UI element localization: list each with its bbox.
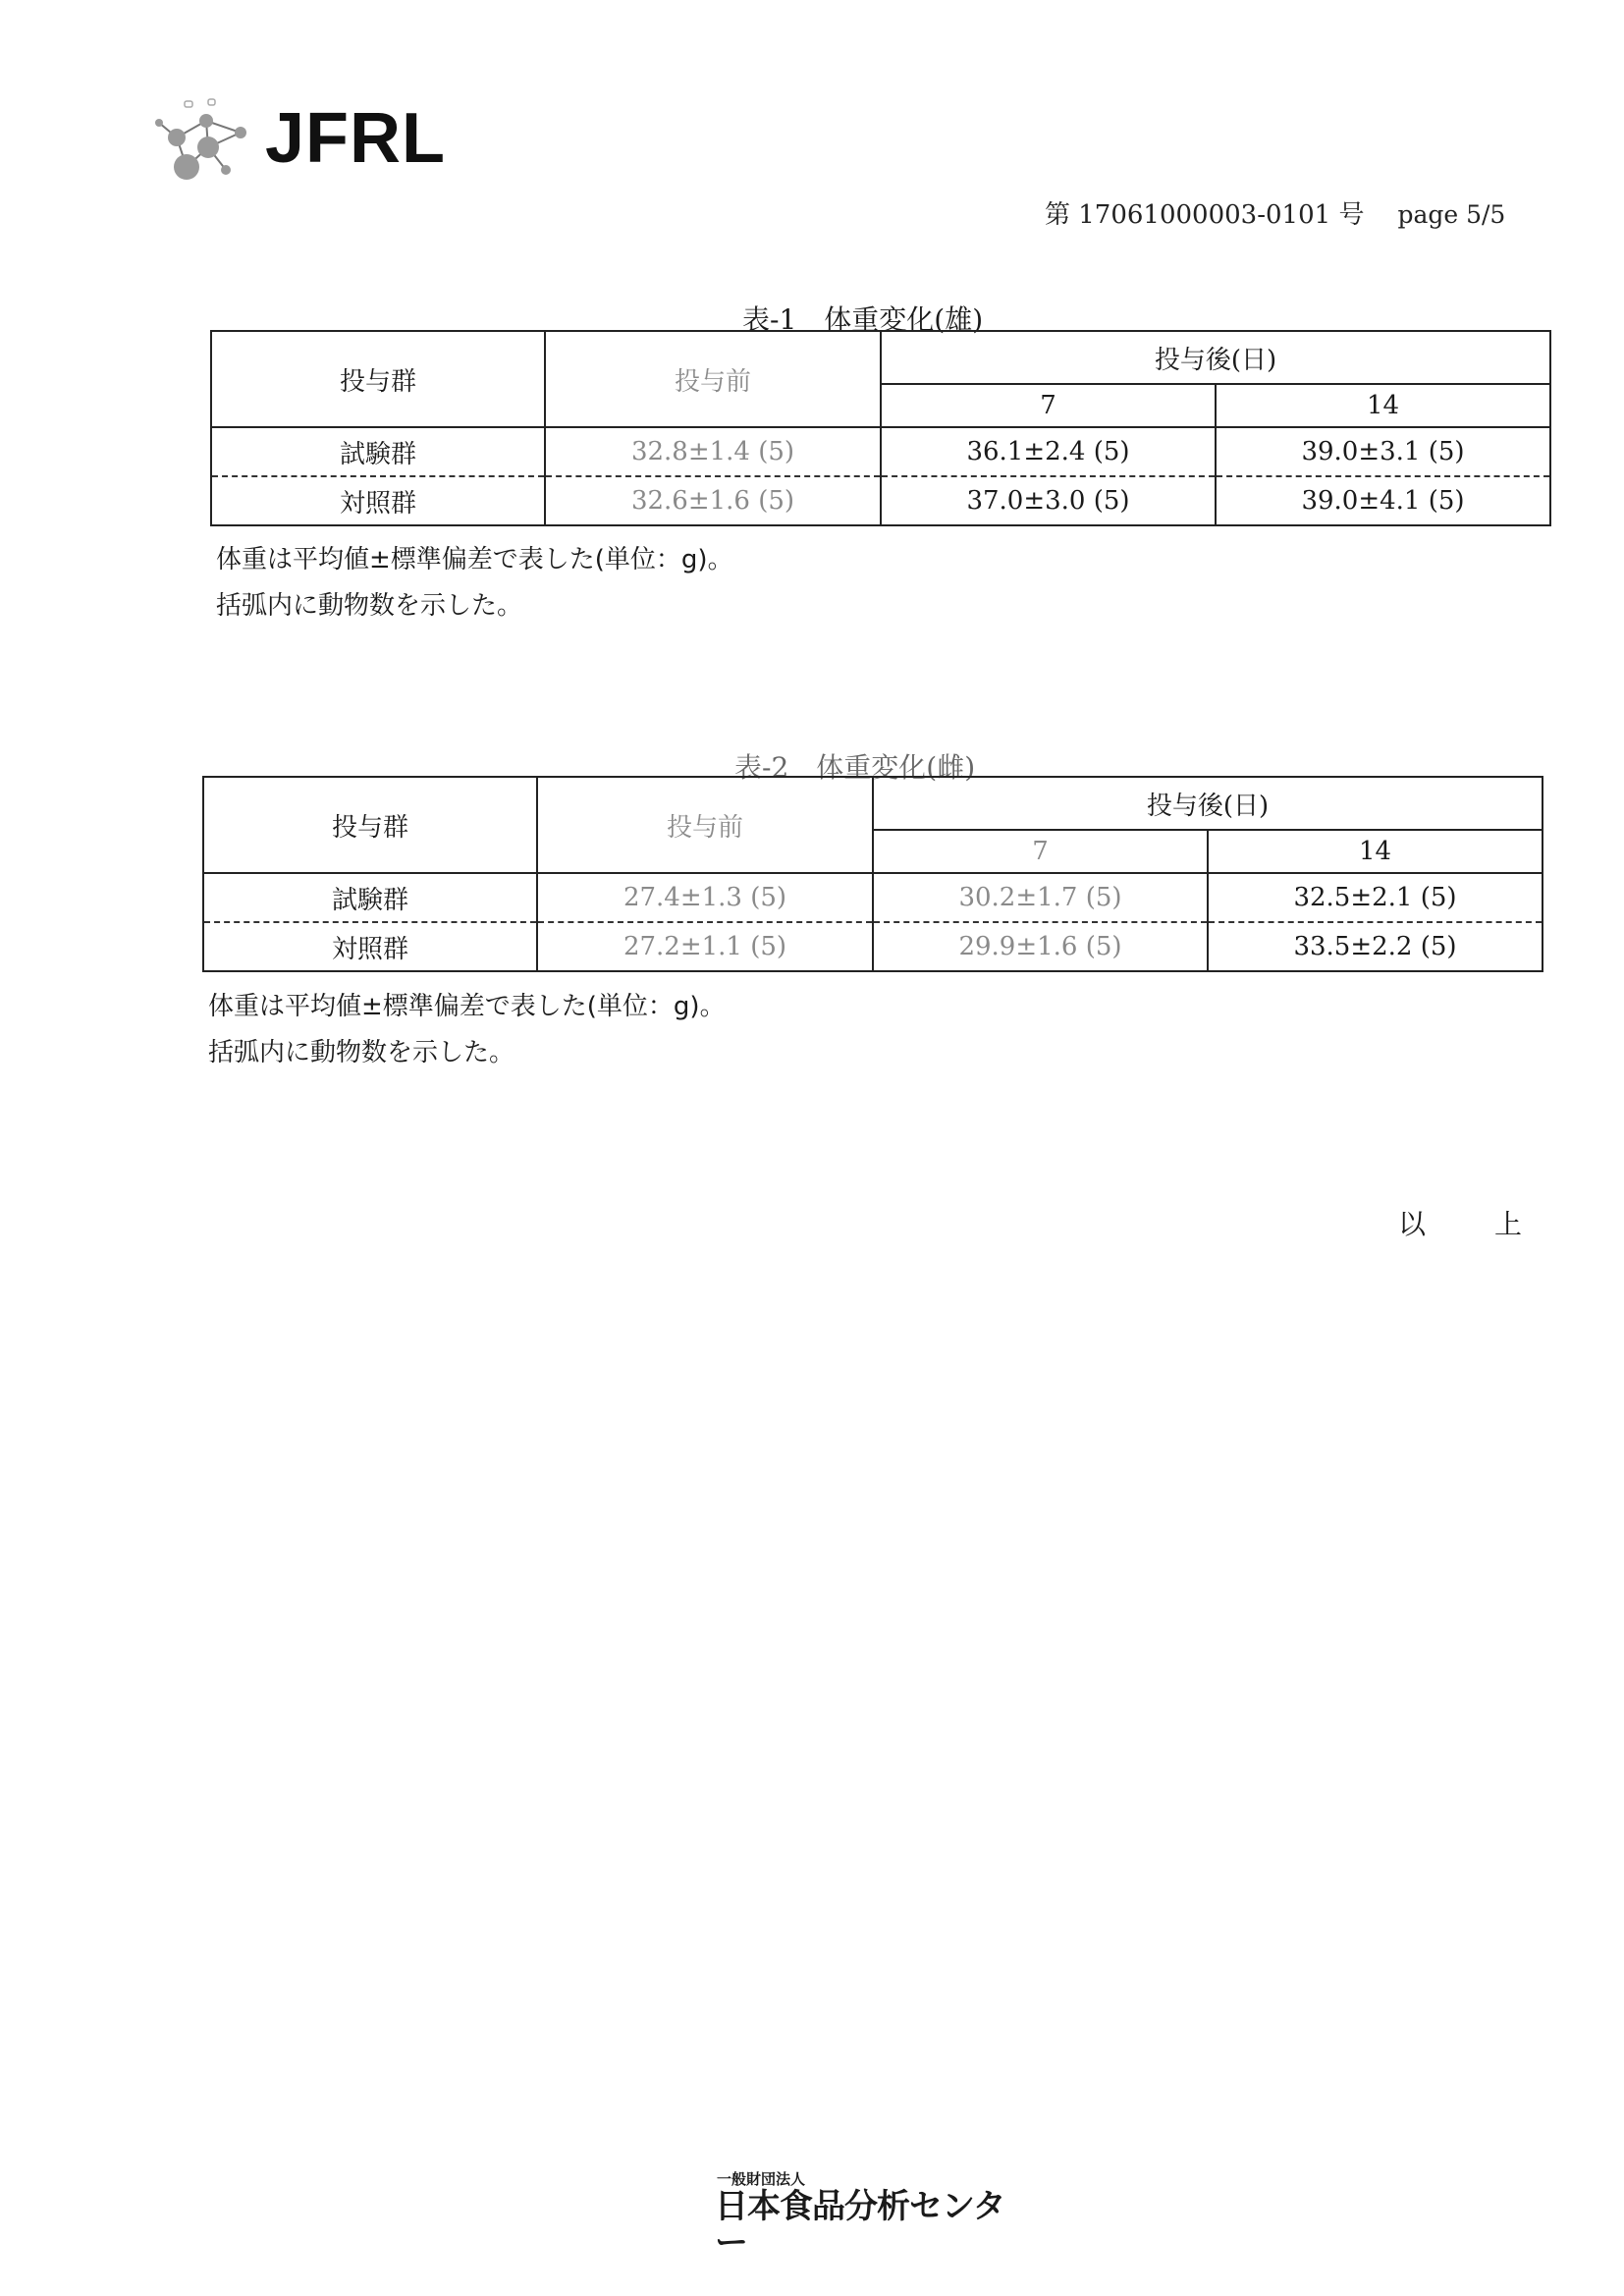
end-mark-char-2: 上 xyxy=(1494,1208,1523,1240)
table-1-row2-group: 対照群 xyxy=(211,476,545,525)
document-number xyxy=(1045,194,1505,231)
table-1-row1-before: 32.8±1.4 (5) xyxy=(545,427,881,476)
table-2-row2-before: 27.2±1.1 (5) xyxy=(537,922,873,971)
table-2-header-group: 投与群 xyxy=(203,777,537,873)
footer-org-name: 日本食品分析センター xyxy=(715,2187,1005,2264)
table-1 xyxy=(210,330,1551,526)
table-1-row2-day14: 39.0±4.1 (5) xyxy=(1216,476,1550,525)
table-1-header-group: 投与群 xyxy=(211,331,545,427)
table-1-note-2: 括弧内に動物数を示した。 xyxy=(216,591,523,621)
table-2-row2-day14: 33.5±2.2 (5) xyxy=(1208,922,1543,971)
table-2-header-after: 投与後(日) xyxy=(873,777,1543,830)
end-mark xyxy=(1398,1203,1522,1242)
page-indicator: page 5/5 xyxy=(1397,200,1506,229)
table-row xyxy=(211,427,1550,476)
table-2-label: 表-2 xyxy=(734,751,789,784)
table-row xyxy=(211,476,1550,525)
table-1-caption: 体重変化(雄) xyxy=(824,303,984,336)
table-1-row1-day7: 36.1±2.4 (5) xyxy=(881,427,1216,476)
table-2-caption: 体重変化(雌) xyxy=(816,751,976,784)
jfrl-logo xyxy=(147,93,461,191)
table-1-header-after: 投与後(日) xyxy=(881,331,1550,384)
table-2 xyxy=(202,776,1543,972)
table-1-header-day7: 7 xyxy=(881,384,1216,427)
logo-text: JFRL xyxy=(265,99,446,178)
table-1-row2-day7: 37.0±3.0 (5) xyxy=(881,476,1216,525)
table-2-note-2: 括弧内に動物数を示した。 xyxy=(208,1038,515,1067)
table-1-note-1: 体重は平均値±標準偏差で表した(単位：g)。 xyxy=(216,545,733,574)
table-row xyxy=(203,873,1543,922)
table-2-row2-group: 対照群 xyxy=(203,922,537,971)
end-mark-char-1: 以 xyxy=(1398,1208,1427,1240)
table-2-row1-group: 試験群 xyxy=(203,873,537,922)
table-2-note-1: 体重は平均値±標準偏差で表した(単位：g)。 xyxy=(208,992,726,1021)
table-1-header-day14: 14 xyxy=(1216,384,1550,427)
table-2-header-before: 投与前 xyxy=(537,777,873,873)
table-row xyxy=(203,922,1543,971)
table-2-row1-day7: 30.2±1.7 (5) xyxy=(873,873,1208,922)
table-2-header-day7: 7 xyxy=(873,830,1208,873)
table-1-label: 表-1 xyxy=(742,303,797,336)
table-2-row1-day14: 32.5±2.1 (5) xyxy=(1208,873,1543,922)
table-2-row1-before: 27.4±1.3 (5) xyxy=(537,873,873,922)
table-1-header-before: 投与前 xyxy=(545,331,881,427)
table-1-row1-group: 試験群 xyxy=(211,427,545,476)
doc-number-text: 第 17061000003-0101 号 xyxy=(1045,200,1365,230)
table-1-row2-before: 32.6±1.6 (5) xyxy=(545,476,881,525)
table-2-header-day14: 14 xyxy=(1208,830,1543,873)
table-1-row1-day14: 39.0±3.1 (5) xyxy=(1216,427,1550,476)
molecule-logo-icon xyxy=(147,93,265,191)
footer-org-type: 一般財団法人 xyxy=(717,2170,806,2188)
table-2-row2-day7: 29.9±1.6 (5) xyxy=(873,922,1208,971)
footer-organization xyxy=(715,2168,1009,2263)
